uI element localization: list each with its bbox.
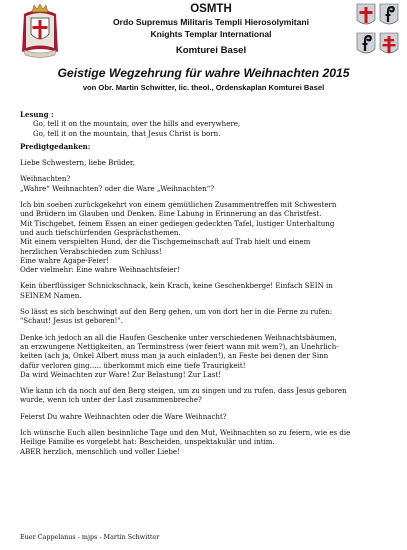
sermon-body xyxy=(20,110,400,456)
org-full-name: Ordo Supremus Militaris Templi Hierosolymitani xyxy=(112,17,310,27)
paragraph-line: Oder vielmehr: Eine wahre Weihnachtsfeier! xyxy=(20,265,180,275)
paragraph-line: Denke ich jedoch an all die Haufen Geschenke unter verschiedenen Weihnachtsbäumen, xyxy=(20,332,337,342)
paragraph-line: keiten (ach ja, Onkel Albert muss man ja auch einladen!), an Feste bei denen der Sinn xyxy=(20,351,329,361)
author-byline: von Obr. Martin Schwitter, lic. theol., Ordenskaplan Komturei Basel xyxy=(82,83,325,92)
paragraph-line: Heilige Familie es vorgelebt hat: Bescheiden, unspektakulär und intim. xyxy=(20,437,275,447)
paragraph-line: "Schaut! Jesus ist geboren!". xyxy=(20,316,123,326)
reading-line: Go, tell it on the mountain, over the hills and everywhere, xyxy=(33,119,241,129)
paragraph-line: Eine wahre Agape-Feier! xyxy=(20,255,110,265)
paragraph-line: und auch tiefschürfenden Gesprächsthemen. xyxy=(20,227,181,237)
paragraph-line: dafür verloren ging….. überkommt mich eine tiefe Traurigkeit! xyxy=(20,360,246,370)
salutation: Liebe Schwestern, liebe Brüder, xyxy=(20,158,135,168)
signature: Euer Cappelanus - mjps - Martin Schwitter xyxy=(20,533,160,541)
paragraph-line: Mit einem verspielten Hund, der die Tischgemeinschaft auf Trab hielt und einem xyxy=(20,237,311,247)
paragraph-line: SEINEM Namen. xyxy=(20,290,82,300)
paragraph-line: Mit Tischgebet, feinem Essen an einer gediegen gedeckten Tafel, lustiger Unterhaltung xyxy=(20,218,335,228)
sermon-heading: Predigtgedanken: xyxy=(20,141,91,151)
org-short-name: OSMTH xyxy=(190,3,232,15)
paragraph-line: Feierst Du wahre Weihnachten oder die Ware Weihnacht? xyxy=(20,411,227,421)
paragraph-line: Ich bin soeben zurückgekehrt von einem gemütlichen Zusammentreffen mit Schwestern xyxy=(20,200,337,210)
commandery-name: Komturei Basel xyxy=(175,45,247,56)
basel-shields-emblem xyxy=(355,2,401,60)
paragraph-line: ABER herzlich, menschlich und voller Liebe! xyxy=(20,446,180,456)
paragraph-line: und Brüdern im Glauben und Denken. Eine Labung in Erinnerung an das Christfest. xyxy=(20,209,322,219)
paragraph-line: Da wird Weinachten zur Ware! Zur Belastung! Zur Last! xyxy=(20,369,222,379)
document-title: Geistige Wegzehrung für wahre Weihnachten 2015 xyxy=(57,66,350,80)
paragraph-line: Kein überflüssiger Schnickschnack, kein Krach, keine Geschenkberge! Einfach SEIN in xyxy=(20,281,333,291)
question-line: „Wahre“ Weihnachten? oder die Ware „Weihnachten“? xyxy=(20,183,215,193)
paragraph-line: Ich wünsche Euch allen besinnliche Tage und den Mut, Weihnachten so zu feiern, wie es die xyxy=(20,428,351,438)
paragraph-line: Wie kann ich da noch auf den Berg steigen, um zu singen und zu rufen, dass Jesus geboren xyxy=(20,386,347,396)
org-english-name: Knights Templar International xyxy=(150,29,272,39)
reading-line: Go, tell it on the mountain, that Jesus Christ is born. xyxy=(33,128,221,138)
reading-label: Lesung : xyxy=(20,110,54,119)
osmth-coat-of-arms-logo xyxy=(20,2,60,58)
question-line: Weihnachten? xyxy=(20,174,71,184)
paragraph-line: herzlichen Verabschieden zum Schluss! xyxy=(20,246,162,256)
letterhead xyxy=(0,0,407,62)
paragraph-line: wurde, wenn ich unter der Last zusammenbreche? xyxy=(20,395,202,405)
paragraph-line: So lässt es sich beschwingt auf den Berg gehen, um von dort her in die Ferne zu rufen: xyxy=(20,307,333,317)
paragraph-line: an erzwungene Nettigkeiten, an Terminstress (wer feiert wann mit wem?), an Unehrlich- xyxy=(20,341,339,351)
